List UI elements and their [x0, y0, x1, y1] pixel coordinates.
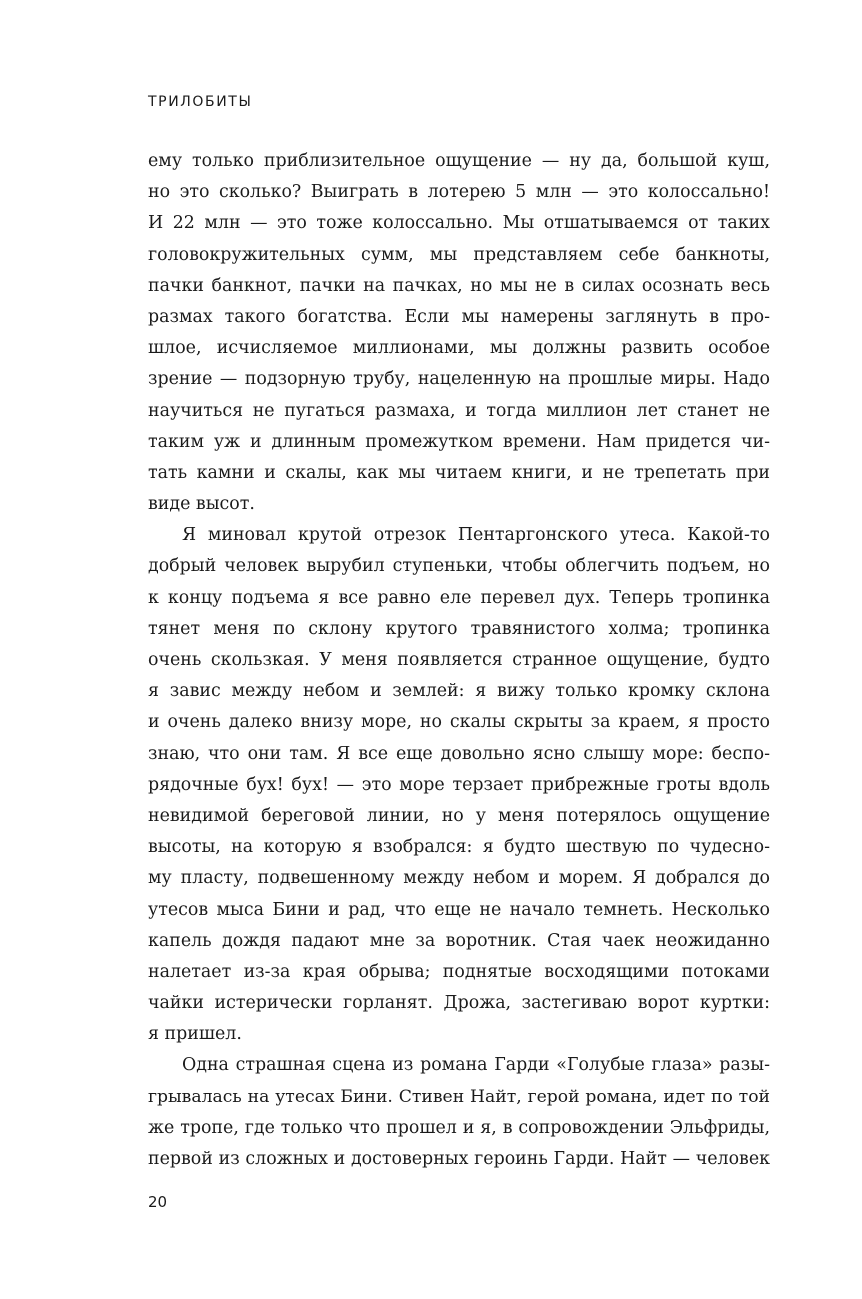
- text-line: первой из сложных и достоверных героинь Гарди. Найт — человек: [148, 1149, 770, 1169]
- text-line: утесов мыса Бини и рад, что еще не начало темнеть. Несколько: [148, 899, 770, 920]
- text-line: высоты, на которую я взобрался: я будто шествую по чудесно-: [148, 837, 770, 858]
- text-line: му пласту, подвешенному между небом и морем. Я добрался до: [148, 868, 770, 889]
- text-line: тать камни и скалы, как мы читаем книги, и не трепетать при: [148, 462, 770, 483]
- text-line: пачки банкнот, пачки на пачках, но мы не в силах осознать весь: [148, 275, 770, 296]
- text-line: к концу подъема я все равно еле перевел дух. Теперь тропинка: [148, 587, 770, 608]
- text-line: же тропе, где только что прошел и я, в сопровождении Эльфриды,: [148, 1117, 770, 1138]
- text-line: я пришел.: [148, 1024, 242, 1045]
- text-line: научиться не пугаться размаха, и тогда миллион лет станет не: [148, 400, 770, 421]
- page-number: 20: [148, 1193, 168, 1211]
- text-line: чайки истерически горланят. Дрожа, застегиваю ворот куртки:: [148, 993, 770, 1014]
- text-line: виде высот.: [148, 494, 255, 515]
- text-line: таким уж и длинным промежутком времени. Нам придется чи-: [148, 431, 770, 452]
- text-line: я завис между небом и землей: я вижу только кромку склона: [148, 681, 770, 702]
- text-line: ему только приблизительное ощущение — ну да, большой куш,: [148, 151, 770, 171]
- text-line: но это сколько? Выиграть в лотерею 5 млн — это колоссально!: [148, 182, 770, 203]
- text-line: зрение — подзорную трубу, нацеленную на прошлые миры. Надо: [148, 369, 770, 390]
- paragraph-start-line: Одна страшная сцена из романа Гарди «Голубые глаза» разы-: [182, 1055, 770, 1076]
- running-title: ТРИЛОБИТЫ: [148, 94, 253, 110]
- text-line: очень скользкая. У меня появляется странное ощущение, будто: [148, 650, 770, 670]
- text-line: головокружительных сумм, мы представляем себе банкноты,: [148, 244, 770, 265]
- text-line: и очень далеко внизу море, но скалы скрыты за краем, я просто: [148, 712, 770, 733]
- text-line: размах такого богатства. Если мы намерены заглянуть в про-: [148, 306, 770, 327]
- text-line: капель дождя падают мне за воротник. Стая чаек неожиданно: [148, 930, 770, 951]
- text-line: рядочные бух! бух! — это море терзает прибрежные гроты вдоль: [148, 774, 770, 795]
- text-line: налетает из-за края обрыва; поднятые восходящими потоками: [148, 961, 770, 982]
- body-text: [148, 146, 770, 1175]
- text-line: добрый человек вырубил ступеньки, чтобы облегчить подъем, но: [148, 556, 770, 577]
- text-line: шлое, исчисляемое миллионами, мы должны развить особое: [148, 338, 770, 359]
- text-line: И 22 млн — это тоже колоссально. Мы отшатываемся от таких: [148, 213, 770, 234]
- paragraph-start-line: Я миновал крутой отрезок Пентаргонского утеса. Какой-то: [182, 525, 770, 546]
- text-line: тянет меня по склону крутого травянистого холма; тропинка: [148, 618, 770, 639]
- text-line: грывалась на утесах Бини. Стивен Найт, герой романа, идет по той: [148, 1086, 770, 1107]
- text-line: знаю, что они там. Я все еще довольно ясно слышу море: беспо-: [148, 743, 770, 764]
- text-line: невидимой береговой линии, но у меня потерялось ощущение: [148, 805, 770, 826]
